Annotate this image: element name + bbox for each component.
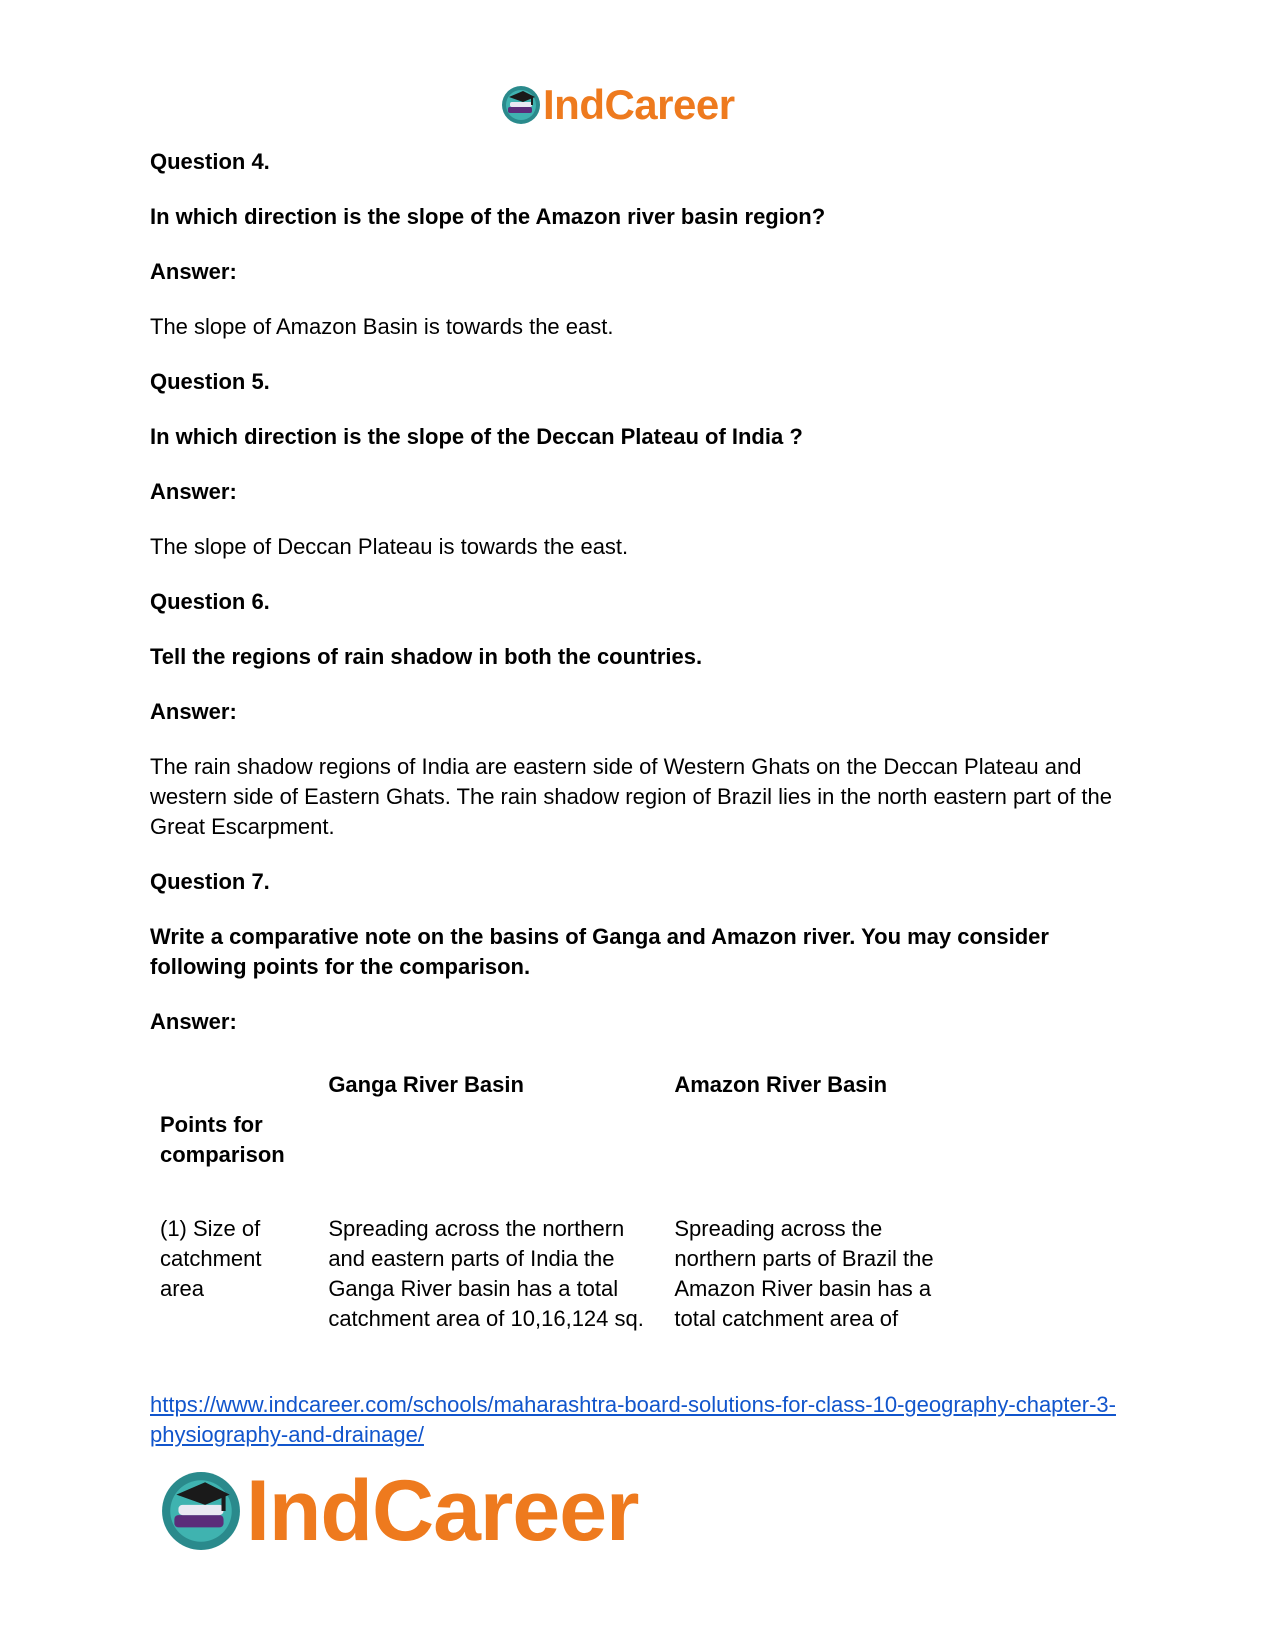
question-5-text: In which direction is the slope of the Deccan Plateau of India ? (150, 424, 803, 449)
question-6-label: Question 6. (150, 589, 270, 614)
brand-name: IndCareer (543, 81, 735, 128)
brand-name: IndCareer (246, 1463, 639, 1559)
question-4-text: In which direction is the slope of the Amazon river basin region? (150, 204, 826, 229)
answer-7-label: Answer: (150, 1009, 237, 1034)
table-header-points: Points for comparison (160, 1112, 285, 1167)
question-4-label: Question 4. (150, 149, 270, 174)
table-cell-amazon: Spreading across the northern parts of Brazil the Amazon River basin has a total catchment area of (674, 1216, 934, 1331)
table-cell-point: (1) Size of catchment area (160, 1216, 262, 1301)
graduation-books-icon (501, 85, 541, 125)
graduation-books-icon (160, 1470, 242, 1552)
header-logo (501, 80, 735, 130)
table-header-row (150, 1060, 960, 1204)
table-header-amazon: Amazon River Basin (674, 1072, 888, 1097)
document-body (150, 147, 1130, 1062)
table-cell-ganga: Spreading across the northern and eastern parts of India the Ganga River basin has a total catchment area of 10,16,124 sq. (328, 1216, 644, 1331)
table-header-ganga: Ganga River Basin (328, 1072, 524, 1097)
table-row (150, 1204, 960, 1348)
footer-logo (160, 1463, 639, 1559)
answer-4-label: Answer: (150, 259, 237, 284)
question-6-text: Tell the regions of rain shadow in both the countries. (150, 644, 703, 669)
answer-4-text: The slope of Amazon Basin is towards the east. (150, 314, 614, 339)
question-7-text: Write a comparative note on the basins of Ganga and Amazon river. You may consider following points for the comparison. (150, 924, 1049, 979)
source-link[interactable]: https://www.indcareer.com/schools/maharashtra-board-solutions-for-class-10-geography-chapter-3-physiography-and-drainage/ (150, 1392, 1116, 1447)
answer-6-text: The rain shadow regions of India are eastern side of Western Ghats on the Deccan Plateau and western side of Eastern Ghats. The rain shadow region of Brazil lies in the north eastern part of the Great Escarpment. (150, 754, 1113, 839)
question-7-label: Question 7. (150, 869, 270, 894)
answer-6-label: Answer: (150, 699, 237, 724)
answer-5-label: Answer: (150, 479, 237, 504)
comparison-table (150, 1060, 960, 1348)
question-5-label: Question 5. (150, 369, 270, 394)
answer-5-text: The slope of Deccan Plateau is towards the east. (150, 534, 629, 559)
